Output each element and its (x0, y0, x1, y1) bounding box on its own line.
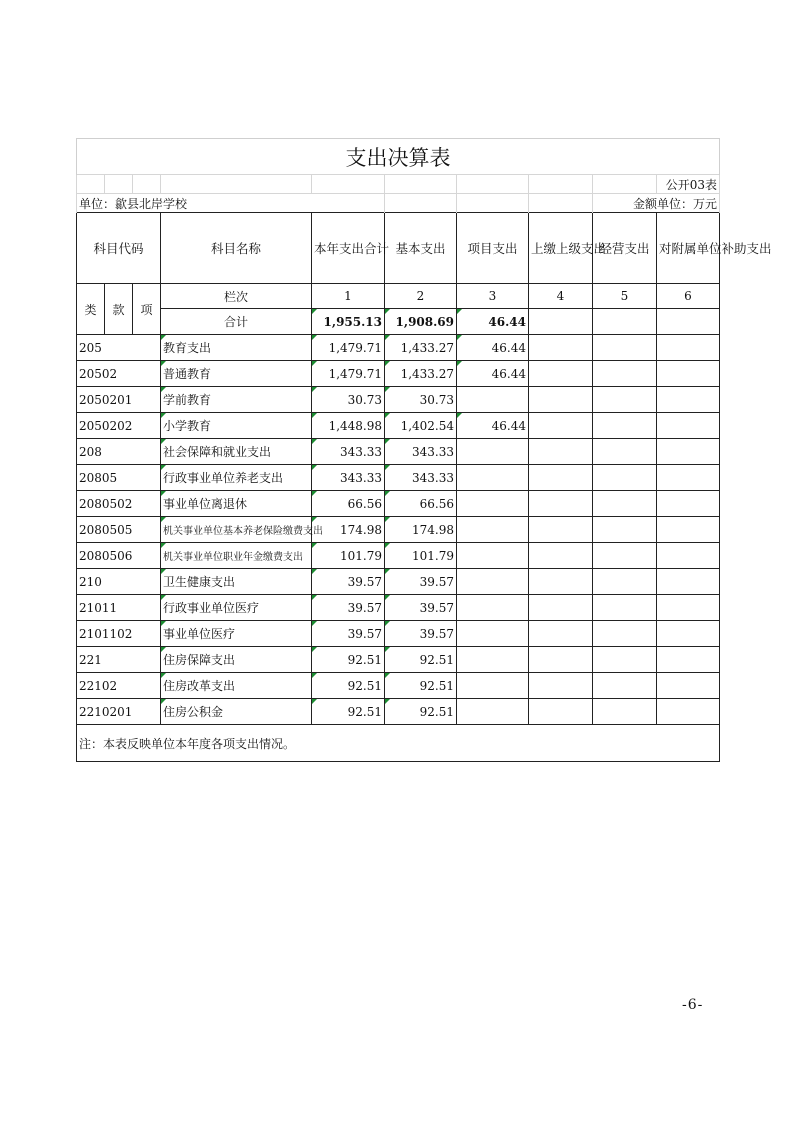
sum-upper (529, 309, 593, 335)
row-code: 20805 (77, 465, 161, 491)
col-num-6: 6 (657, 284, 720, 309)
row-name: 机关事业单位基本养老保险缴费支出 (161, 517, 312, 543)
row-project (457, 699, 529, 725)
row-project (457, 517, 529, 543)
row-total: 174.98 (312, 517, 385, 543)
table-row (77, 439, 720, 465)
row-total: 1,479.71 (312, 361, 385, 387)
amount-unit: 金额单位：万元 (593, 194, 720, 213)
row-subsidiary (657, 413, 720, 439)
header-subject-name: 科目名称 (161, 213, 312, 284)
row-upper (529, 517, 593, 543)
header-column-index: 栏次 (161, 284, 312, 309)
row-code: 210 (77, 569, 161, 595)
col-num-3: 3 (457, 284, 529, 309)
row-total: 30.73 (312, 387, 385, 413)
row-project: 46.44 (457, 335, 529, 361)
row-subsidiary (657, 361, 720, 387)
row-total: 92.51 (312, 699, 385, 725)
row-total: 92.51 (312, 673, 385, 699)
sum-basic: 1,908.69 (385, 309, 457, 335)
row-code: 2080506 (77, 543, 161, 569)
row-code: 205 (77, 335, 161, 361)
row-code: 2050202 (77, 413, 161, 439)
table-row (77, 569, 720, 595)
row-subsidiary (657, 465, 720, 491)
row-code: 208 (77, 439, 161, 465)
row-name: 住房改革支出 (161, 673, 312, 699)
row-upper (529, 595, 593, 621)
row-name: 机关事业单位职业年金缴费支出 (161, 543, 312, 569)
page-number: -6- (682, 997, 704, 1013)
row-project (457, 647, 529, 673)
table-row (77, 465, 720, 491)
row-subsidiary (657, 439, 720, 465)
row-name: 社会保障和就业支出 (161, 439, 312, 465)
row-total: 1,479.71 (312, 335, 385, 361)
row-name: 学前教育 (161, 387, 312, 413)
row-upper (529, 335, 593, 361)
row-subsidiary (657, 621, 720, 647)
sum-label: 合计 (161, 309, 312, 335)
row-business (593, 569, 657, 595)
unit-label: 单位：歙县北岸学校 (77, 194, 385, 213)
row-project: 46.44 (457, 361, 529, 387)
row-total: 1,448.98 (312, 413, 385, 439)
col-num-4: 4 (529, 284, 593, 309)
row-total: 39.57 (312, 569, 385, 595)
sum-subsidiary (657, 309, 720, 335)
header-kuan: 款 (105, 284, 133, 335)
row-business (593, 621, 657, 647)
row-name: 卫生健康支出 (161, 569, 312, 595)
row-code: 2101102 (77, 621, 161, 647)
row-total: 343.33 (312, 439, 385, 465)
col-num-2: 2 (385, 284, 457, 309)
row-upper (529, 439, 593, 465)
table-row (77, 621, 720, 647)
row-total: 92.51 (312, 647, 385, 673)
row-business (593, 465, 657, 491)
row-business (593, 335, 657, 361)
row-upper (529, 647, 593, 673)
row-business (593, 543, 657, 569)
row-business (593, 517, 657, 543)
row-subsidiary (657, 647, 720, 673)
row-subsidiary (657, 595, 720, 621)
row-name: 行政事业单位医疗 (161, 595, 312, 621)
col-num-5: 5 (593, 284, 657, 309)
row-code: 221 (77, 647, 161, 673)
row-code: 2210201 (77, 699, 161, 725)
row-total: 343.33 (312, 465, 385, 491)
row-project (457, 387, 529, 413)
row-project (457, 439, 529, 465)
sum-business (593, 309, 657, 335)
row-subsidiary (657, 335, 720, 361)
sum-project: 46.44 (457, 309, 529, 335)
row-code: 2080505 (77, 517, 161, 543)
expenditure-sheet (76, 138, 772, 762)
row-total: 101.79 (312, 543, 385, 569)
row-upper (529, 699, 593, 725)
row-upper (529, 491, 593, 517)
row-basic: 66.56 (385, 491, 457, 517)
row-project (457, 595, 529, 621)
table-row (77, 673, 720, 699)
row-project (457, 465, 529, 491)
row-name: 普通教育 (161, 361, 312, 387)
row-business (593, 647, 657, 673)
row-name: 住房保障支出 (161, 647, 312, 673)
row-subsidiary (657, 673, 720, 699)
table-row (77, 647, 720, 673)
row-subsidiary (657, 699, 720, 725)
header-basic: 基本支出 (385, 213, 457, 284)
table-row (77, 595, 720, 621)
row-total: 39.57 (312, 595, 385, 621)
row-basic: 1,433.27 (385, 361, 457, 387)
row-business (593, 673, 657, 699)
table-row (77, 413, 720, 439)
row-business (593, 413, 657, 439)
table-note: 注：本表反映单位本年度各项支出情况。 (77, 725, 720, 762)
row-project (457, 569, 529, 595)
row-name: 事业单位离退休 (161, 491, 312, 517)
row-name: 行政事业单位养老支出 (161, 465, 312, 491)
header-subsidiary: 对附属单位补助支出 (657, 213, 720, 284)
row-code: 2080502 (77, 491, 161, 517)
row-subsidiary (657, 569, 720, 595)
row-basic: 39.57 (385, 621, 457, 647)
header-xiang: 项 (133, 284, 161, 335)
row-upper (529, 673, 593, 699)
row-project (457, 543, 529, 569)
table-row (77, 517, 720, 543)
row-code: 21011 (77, 595, 161, 621)
header-business: 经营支出 (593, 213, 657, 284)
form-code: 公开03表 (657, 175, 720, 194)
row-basic: 174.98 (385, 517, 457, 543)
table-row (77, 361, 720, 387)
table-row (77, 335, 720, 361)
table-row (77, 543, 720, 569)
row-business (593, 361, 657, 387)
row-name: 教育支出 (161, 335, 312, 361)
table-row (77, 387, 720, 413)
row-code: 22102 (77, 673, 161, 699)
row-basic: 1,402.54 (385, 413, 457, 439)
table-row (77, 491, 720, 517)
expenditure-table (76, 138, 772, 762)
row-upper (529, 413, 593, 439)
row-subsidiary (657, 517, 720, 543)
row-upper (529, 569, 593, 595)
header-lei: 类 (77, 284, 105, 335)
row-basic: 101.79 (385, 543, 457, 569)
row-upper (529, 465, 593, 491)
row-name: 住房公积金 (161, 699, 312, 725)
row-project (457, 673, 529, 699)
row-project (457, 621, 529, 647)
row-name: 小学教育 (161, 413, 312, 439)
row-subsidiary (657, 543, 720, 569)
row-project: 46.44 (457, 413, 529, 439)
row-business (593, 387, 657, 413)
row-upper (529, 621, 593, 647)
row-total: 66.56 (312, 491, 385, 517)
row-basic: 92.51 (385, 673, 457, 699)
row-basic: 30.73 (385, 387, 457, 413)
row-business (593, 699, 657, 725)
sum-total: 1,955.13 (312, 309, 385, 335)
row-business (593, 491, 657, 517)
row-total: 39.57 (312, 621, 385, 647)
row-project (457, 491, 529, 517)
table-row (77, 699, 720, 725)
header-project: 项目支出 (457, 213, 529, 284)
row-basic: 343.33 (385, 439, 457, 465)
row-business (593, 595, 657, 621)
page-title: 支出决算表 (77, 139, 720, 175)
row-code: 2050201 (77, 387, 161, 413)
row-upper (529, 543, 593, 569)
row-code: 20502 (77, 361, 161, 387)
header-subject-code: 科目代码 (77, 213, 161, 284)
col-num-1: 1 (312, 284, 385, 309)
row-basic: 343.33 (385, 465, 457, 491)
row-subsidiary (657, 387, 720, 413)
row-upper (529, 387, 593, 413)
row-upper (529, 361, 593, 387)
row-basic: 92.51 (385, 699, 457, 725)
row-basic: 39.57 (385, 595, 457, 621)
row-basic: 92.51 (385, 647, 457, 673)
row-basic: 1,433.27 (385, 335, 457, 361)
header-upper: 上缴上级支出 (529, 213, 593, 284)
row-name: 事业单位医疗 (161, 621, 312, 647)
row-subsidiary (657, 491, 720, 517)
row-basic: 39.57 (385, 569, 457, 595)
row-business (593, 439, 657, 465)
header-total: 本年支出合计 (312, 213, 385, 284)
